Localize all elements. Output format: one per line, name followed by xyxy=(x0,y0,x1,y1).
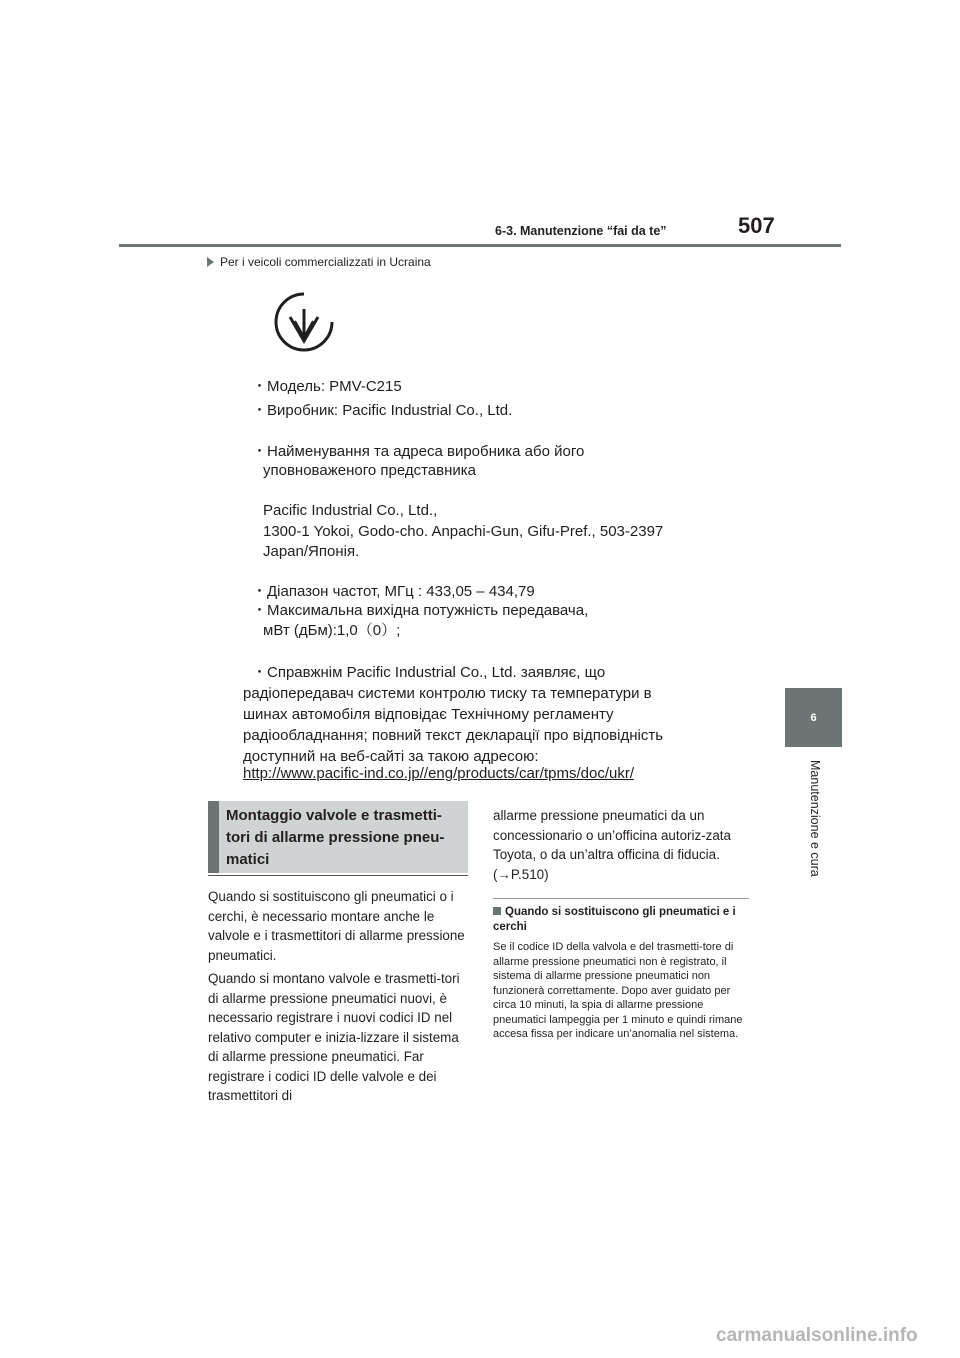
decl-statement-line: доступний на веб-сайті за такою адресою: xyxy=(243,748,539,765)
page-number: 507 xyxy=(738,213,775,238)
ukraine-conformity-mark-icon xyxy=(273,291,335,353)
intro-line xyxy=(207,255,431,269)
square-bullet-icon xyxy=(493,907,501,915)
chapter-number: 6 xyxy=(810,711,817,724)
header-divider xyxy=(119,244,841,247)
decl-frequency: ・Діапазон частот, МГц : 433,05 – 434,79 xyxy=(252,583,535,600)
paragraph: Quando si sostituiscono gli pneumatici o i cerchi, è necessario montare anche le valvole e i trasmettitori di allarme pressione pneumatici. xyxy=(208,889,465,963)
left-column xyxy=(208,887,470,1110)
note-divider xyxy=(493,898,749,899)
paragraph-continued: allarme pressione pneumatici da un concessionario o un’officina autoriz-zata Toyota, o da un’altra officina di fiducia. (→P.510) xyxy=(493,808,731,882)
decl-statement-line: шинах автомобіля відповідає Технічному регламенту xyxy=(243,706,614,723)
decl-company: Pacific Industrial Co., Ltd., xyxy=(263,502,438,519)
decl-representative: уповноваженого представника xyxy=(263,462,476,479)
section-heading: Montaggio valvole e trasmetti-tori di allarme pressione pneu-matici xyxy=(226,807,445,868)
chapter-label: Manutenzione e cura xyxy=(808,760,822,877)
section-heading-box xyxy=(208,801,468,873)
paragraph: Quando si montano valvole e trasmetti-tori di allarme pressione pneumatici nuovi, è necessario registrare i nuovi codici ID nel relativo computer e inizia-lizzare il sistema di allarme pressione pneumatici. Far registrare i codici ID delle valvole e dei trasmettitori di xyxy=(208,971,460,1103)
arrow-icon xyxy=(207,257,214,267)
watermark: carmanualsonline.info xyxy=(716,1325,918,1346)
note-body: Se il codice ID della valvola e del trasmetti-tore di allarme pressione pneumatici non è registrato, il sistema di allarme pressione pneumatici non funzionerà correttamente. Dopo aver guidato per circa 10 minuti, la spia di allarme pressione pneumatici lampeggia per 1 minuto e quindi rimane accesa fissa per indicare un’anomalia nel sistema. xyxy=(493,941,743,1040)
decl-power-value: мВт (дБм):1,0（0）; xyxy=(263,622,401,639)
decl-name-address: ・Найменування та адреса виробника або його xyxy=(252,443,585,460)
section-title: 6-3. Manutenzione “fai da te” xyxy=(495,224,667,238)
decl-country: Japan/Японія. xyxy=(263,543,360,560)
decl-address: 1300-1 Yokoi, Godo-cho. Anpachi-Gun, Gifu-Pref., 503-2397 xyxy=(263,523,664,540)
decl-manufacturer: ・Виробник: Pacific Industrial Co., Ltd. xyxy=(252,402,513,419)
chapter-tab xyxy=(785,688,842,747)
declaration-link[interactable]: http://www.pacific-ind.co.jp//eng/products/car/tpms/doc/ukr/ xyxy=(243,765,635,782)
decl-model: ・Модель: PMV-C215 xyxy=(252,378,402,395)
note-heading-text: Quando si sostituiscono gli pneumatici e i cerchi xyxy=(493,906,736,933)
decl-power: ・Максимальна вихідна потужність передавача, xyxy=(252,602,589,619)
heading-divider xyxy=(208,875,468,876)
heading-accent-bar xyxy=(208,801,219,873)
decl-statement-line: радіообладнання; повний текст декларації про відповідність xyxy=(243,727,664,744)
note-heading xyxy=(493,905,753,935)
decl-statement-line: ・Справжнім Pacific Industrial Co., Ltd. заявляє, що xyxy=(252,664,606,681)
decl-statement-line: радіопередавач системи контролю тиску та температури в xyxy=(243,685,652,702)
intro-text: Per i veicoli commercializzati in Ucraina xyxy=(220,255,431,269)
